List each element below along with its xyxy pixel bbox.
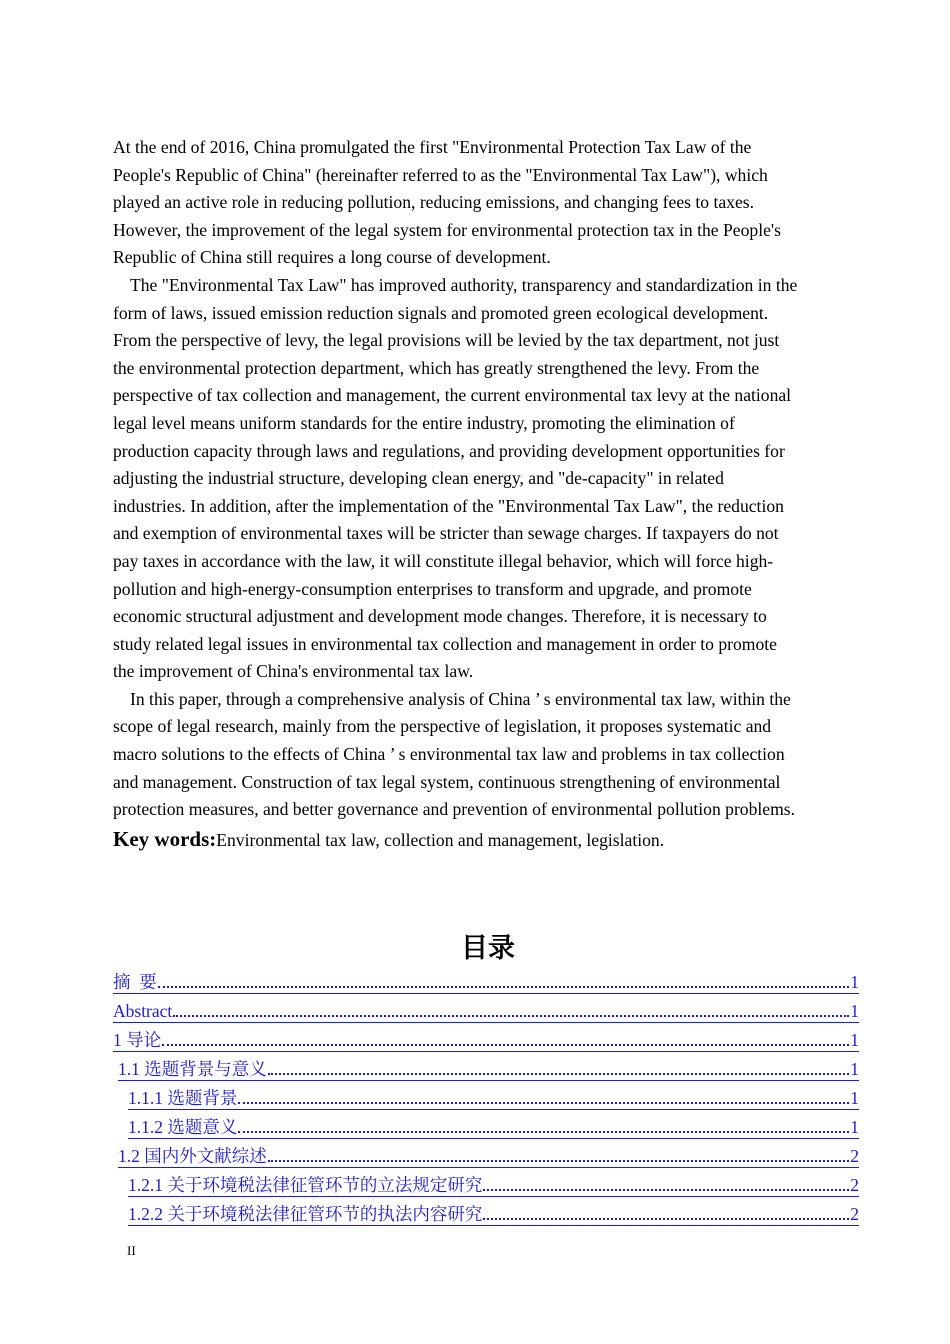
toc-entry-label: 1.1 选题背景与意义 bbox=[118, 1059, 267, 1079]
text-line: scope of legal research, mainly from the perspective of legislation, it proposes systematic and bbox=[113, 716, 772, 737]
text-line: the environmental protection department, which has greatly strengthened the levy. From the bbox=[113, 357, 760, 378]
toc-entry[interactable] bbox=[128, 1113, 859, 1139]
toc-entry-label: 摘 要 bbox=[113, 972, 157, 992]
toc-leader bbox=[238, 1102, 849, 1104]
text-line: People's Republic of China" (hereinafter referred to as the "Environmental Tax Law"), which bbox=[113, 164, 768, 185]
abstract-body bbox=[113, 134, 863, 855]
toc-entry-page: 1 bbox=[850, 1001, 859, 1021]
toc-entry[interactable] bbox=[118, 1055, 859, 1081]
toc-entry-page: 1 bbox=[850, 1088, 859, 1108]
toc-entry[interactable] bbox=[128, 1200, 859, 1226]
text-line: and management. Construction of tax legal system, continuous strengthening of environmental bbox=[113, 771, 781, 792]
text-line: perspective of tax collection and management, the current environmental tax levy at the national bbox=[113, 385, 792, 406]
text-line: From the perspective of levy, the legal provisions will be levied by the tax department, not just bbox=[113, 330, 780, 351]
toc-entry-page: 2 bbox=[850, 1175, 859, 1195]
toc-entry-page: 1 bbox=[850, 1059, 859, 1079]
paragraph-1 bbox=[113, 134, 863, 272]
toc-leader bbox=[268, 1073, 850, 1075]
text-line: adjusting the industrial structure, developing clean energy, and "de-capacity" in related bbox=[113, 468, 724, 489]
toc-leader bbox=[483, 1218, 849, 1220]
toc-entry[interactable] bbox=[113, 997, 859, 1023]
keywords-label: Key words: bbox=[113, 826, 217, 851]
toc-leader bbox=[268, 1160, 850, 1162]
text-line: Republic of China still requires a long course of development. bbox=[113, 247, 551, 268]
text-line: pollution and high-energy-consumption enterprises to transform and upgrade, and promote bbox=[113, 578, 752, 599]
keywords bbox=[113, 824, 863, 855]
toc-leader bbox=[483, 1189, 849, 1191]
text-line: study related legal issues in environmental tax collection and management in order to promote bbox=[113, 633, 777, 654]
paragraph-2 bbox=[113, 272, 863, 686]
toc-entry-page: 2 bbox=[850, 1204, 859, 1224]
toc-leader bbox=[162, 1044, 849, 1046]
toc-title: 目录 bbox=[461, 933, 515, 964]
text-line: protection measures, and better governance and prevention of environmental pollution problems. bbox=[113, 799, 796, 820]
toc-leader bbox=[238, 1131, 849, 1133]
text-line: production capacity through laws and regulations, and providing development opportunities for bbox=[113, 440, 785, 461]
toc-leader bbox=[158, 986, 850, 988]
text-line: pay taxes in accordance with the law, it will constitute illegal behavior, which will force high- bbox=[113, 550, 774, 571]
text-line: legal level means uniform standards for the entire industry, promoting the elimination of bbox=[113, 412, 735, 433]
toc-entry-label: 1.2 国内外文献综述 bbox=[118, 1146, 267, 1166]
toc-entry[interactable] bbox=[128, 1084, 859, 1110]
paragraph-3 bbox=[113, 686, 863, 824]
toc-entry-label: 1.1.1 选题背景 bbox=[128, 1088, 238, 1108]
toc-entry-label: 1.1.2 选题意义 bbox=[128, 1117, 238, 1137]
toc-entry-page: 1 bbox=[850, 1030, 859, 1050]
toc-entry[interactable] bbox=[113, 968, 859, 994]
toc-entry-page: 1 bbox=[850, 1117, 859, 1137]
text-line: However, the improvement of the legal system for environmental protection tax in the People's bbox=[113, 219, 781, 240]
toc-entry-page: 1 bbox=[850, 972, 859, 992]
toc-entry-label: 1 导论 bbox=[113, 1030, 162, 1050]
page-number: II bbox=[127, 1243, 136, 1258]
text-line: macro solutions to the effects of China ’ s environmental tax law and problems in tax collection bbox=[113, 744, 785, 765]
text-line: industries. In addition, after the implementation of the "Environmental Tax Law", the reduction bbox=[113, 495, 784, 516]
text-line: form of laws, issued emission reduction signals and promoted green ecological development. bbox=[113, 302, 769, 323]
toc-entry[interactable] bbox=[128, 1171, 859, 1197]
text-line: and exemption of environmental taxes will be stricter than sewage charges. If taxpayers do not bbox=[113, 523, 779, 544]
text-line: economic structural adjustment and development mode changes. Therefore, it is necessary to bbox=[113, 606, 767, 627]
toc-entry-label: Abstract bbox=[113, 1001, 173, 1021]
toc-entry-page: 2 bbox=[850, 1146, 859, 1166]
toc-entry[interactable] bbox=[118, 1142, 859, 1168]
table-of-contents bbox=[113, 968, 859, 1229]
text-line: In this paper, through a comprehensive analysis of China ’ s environmental tax law, within the bbox=[130, 688, 791, 709]
text-line: The "Environmental Tax Law" has improved authority, transparency and standardization in the bbox=[130, 274, 798, 295]
toc-entry-label: 1.2.2 关于环境税法律征管环节的执法内容研究 bbox=[128, 1204, 483, 1224]
text-line: At the end of 2016, China promulgated the first "Environmental Protection Tax Law of the bbox=[113, 137, 752, 157]
toc-leader bbox=[173, 1015, 849, 1017]
text-line: played an active role in reducing pollution, reducing emissions, and changing fees to taxes. bbox=[113, 192, 755, 213]
toc-entry[interactable] bbox=[113, 1026, 859, 1052]
keywords-text: Environmental tax law, collection and management, legislation. bbox=[216, 829, 665, 850]
toc-entry-label: 1.2.1 关于环境税法律征管环节的立法规定研究 bbox=[128, 1175, 483, 1195]
text-line: the improvement of China's environmental tax law. bbox=[113, 661, 474, 682]
